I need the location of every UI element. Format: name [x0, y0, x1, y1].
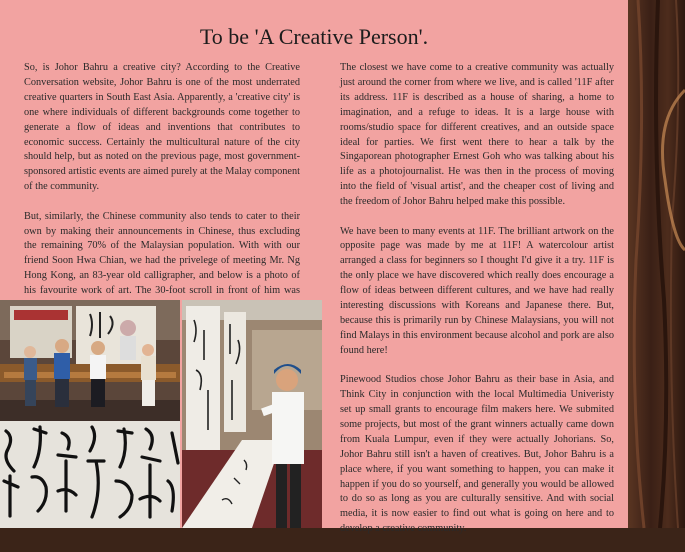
calligraphy-scroll-photo	[0, 421, 180, 528]
calligrapher-image	[182, 300, 322, 528]
wooden-table-background	[628, 0, 685, 528]
photo-collage	[0, 300, 322, 528]
group-photo-image	[0, 300, 180, 421]
paragraph-events: We have been to many events at 11F. The brilliant artwork on the opposite page was made by me at 11F! A watercolour artist arranged a class for beginners so I thought I'd give it a try. 11F is the only place we have discovered which really does encourage a flow of ideas between different cultures, and we have had really interesting discussions with Koreans and Japanese there. But, because this is primarily run by Chinese Malaysians, you will not find Malays in this environment because alcohol and pork are also found here!	[340, 225, 614, 356]
paragraph-chinese-community: But, similarly, the Chinese community also tends to cater to their own by making their announcements in Chinese, thus excluding the remaining 70% of the Malaysian population. With with our friend Soon Hwa Chian, we had the privelege of meeting Mr. Ng Hong Kong, an 83-year old calligrapher, and below is a photo of his favourite work of art. The 30-foot scroll in front of him was	[24, 210, 300, 297]
calligraphy-scroll-image	[0, 421, 180, 528]
group-photo	[0, 300, 180, 421]
right-column	[340, 61, 614, 552]
wood-grain-image	[628, 0, 685, 528]
paragraph-11f: The closest we have come to a creative community was actually just around the corner from where we live, and is called '11F after its address. 11F is described as a house of sharing, a home to imagination, and a refuge to ideas. It is a large house with rooms/studio space for different creatives, and an outside space ideal for parties. We first went there to hear a talk by the Singaporean photographer Ernest Goh who was talking about his life as a photojournalist. He was then in the process of moving into the field of 'visual artist', and the cheaper cost of living and the freedom of Johor Bahru helped make this possible.	[340, 62, 614, 208]
left-column	[24, 61, 300, 329]
calligrapher-photo	[182, 300, 322, 528]
paragraph-creative-city: So, is Johor Bahru a creative city? According to the Creative Conversation website, Johor Bahru is one of the most underrated creative quarters in South East Asia. Apparently, a 'creative city' is one where individuals of different backgrounds come together to generate a flow of ideas and inventions that contributes to economic success. Certainly the multicultural nature of the city should help, but as noted on the previous page, most government-sponsored artistic events are aimed purely at the Malay component of the community.	[24, 62, 300, 193]
page-title: To be 'A Creative Person'.	[199, 24, 429, 49]
paragraph-pinewood: Pinewood Studios chose Johor Bahru as their base in Asia, and Think City in conjunction with the local Multimedia Univeristy set up small grants to encourage film makers here. We submited some projects, but most of the grant winners actually came down from Kuala Lumpur, even if they were actually Johorians. So, Johor Bahru still isn't a haven of creatives. But, Johor Bahru is a place where, if you want something to happen, you can make it happen if you do so yourself, and generally you would be allowed to do so as long as you are culturally sensitive. And with social media, it is now easier to find out what is going on here and to develop a creative community.	[340, 374, 614, 535]
